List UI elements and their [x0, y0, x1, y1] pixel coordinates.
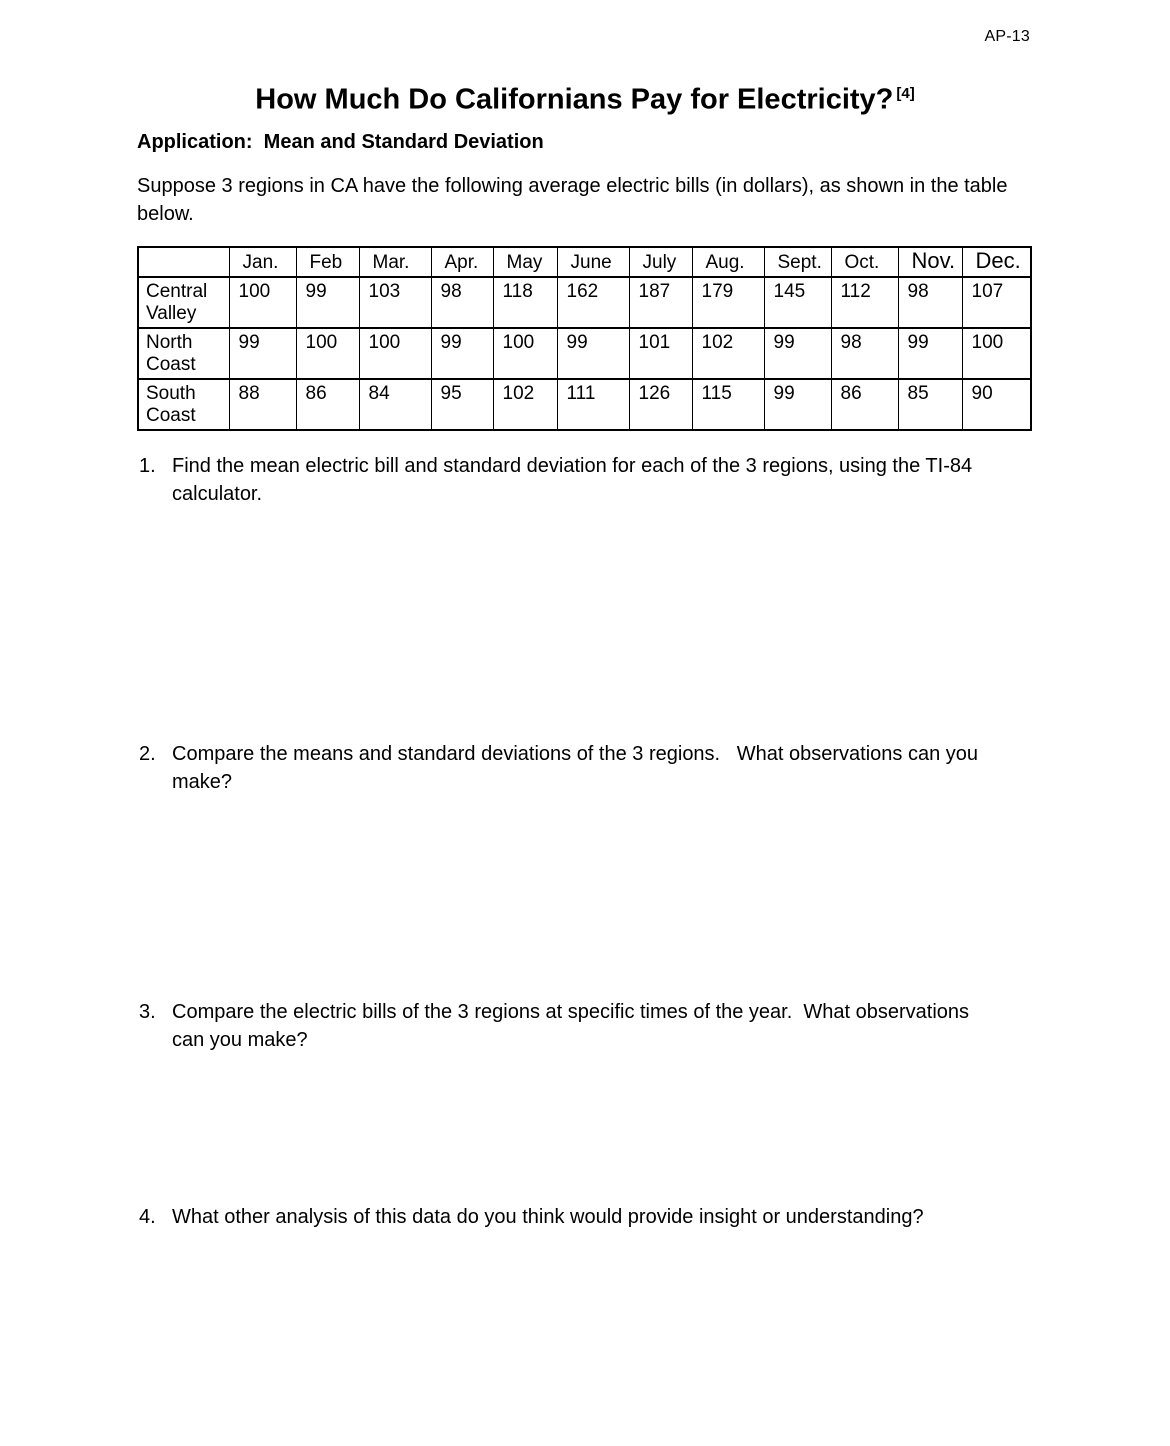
bill-value: 99: [431, 328, 493, 379]
bill-value: 99: [229, 328, 296, 379]
month-header: July: [629, 247, 692, 277]
table-corner-cell: [138, 247, 229, 277]
month-header: Apr.: [431, 247, 493, 277]
page-title: [0, 78, 1170, 116]
month-header: Jan.: [229, 247, 296, 277]
bill-value: 88: [229, 379, 296, 430]
month-header: May: [493, 247, 557, 277]
bill-value: 100: [962, 328, 1031, 379]
question-2: [139, 740, 1032, 796]
bill-value: 100: [359, 328, 431, 379]
bill-value: 90: [962, 379, 1031, 430]
bill-value: 100: [493, 328, 557, 379]
bill-value: 100: [229, 277, 296, 328]
bill-value: 99: [898, 328, 962, 379]
bill-value: 126: [629, 379, 692, 430]
question-number: 3.: [139, 1001, 156, 1023]
question-number: 4.: [139, 1206, 156, 1228]
bill-value: 187: [629, 277, 692, 328]
bill-value: 85: [898, 379, 962, 430]
bill-value: 99: [557, 328, 629, 379]
bill-value: 179: [692, 277, 764, 328]
bill-value: 102: [692, 328, 764, 379]
electric-bills-table: [137, 246, 1032, 431]
table-row-north-coast: [138, 328, 1031, 379]
table-header-row: [138, 247, 1031, 277]
region-label: South Coast: [138, 379, 229, 430]
bill-value: 145: [764, 277, 831, 328]
month-header: Dec.: [962, 247, 1031, 277]
citation-marker: [4]: [896, 85, 915, 102]
question-1: [139, 452, 1042, 508]
question-4: [139, 1203, 992, 1231]
month-header: June: [557, 247, 629, 277]
region-label: Central Valley: [138, 277, 229, 328]
bill-value: 86: [831, 379, 898, 430]
bill-value: 118: [493, 277, 557, 328]
bill-value: 112: [831, 277, 898, 328]
bill-value: 115: [692, 379, 764, 430]
table-row-central-valley: [138, 277, 1031, 328]
month-header: Nov.: [898, 247, 962, 277]
bill-value: 107: [962, 277, 1031, 328]
table-row-south-coast: [138, 379, 1031, 430]
bill-value: 99: [296, 277, 359, 328]
question-text: What other analysis of this data do you think would provide insight or understanding?: [172, 1206, 924, 1228]
bill-value: 103: [359, 277, 431, 328]
bill-value: 99: [764, 379, 831, 430]
bill-value: 100: [296, 328, 359, 379]
question-text: Compare the means and standard deviations of the 3 regions. What observations can you make?: [172, 743, 984, 793]
bill-value: 98: [898, 277, 962, 328]
question-text: Find the mean electric bill and standard deviation for each of the 3 regions, using the TI-84 calculator.: [172, 455, 978, 505]
question-number: 2.: [139, 743, 156, 765]
page-code: AP-13: [984, 28, 1030, 45]
intro-paragraph: Suppose 3 regions in CA have the following average electric bills (in dollars), as shown in the table below.: [137, 175, 1014, 225]
month-header: Feb: [296, 247, 359, 277]
bill-value: 101: [629, 328, 692, 379]
month-header: Mar.: [359, 247, 431, 277]
question-text: Compare the electric bills of the 3 regions at specific times of the year. What observations can you make?: [172, 1001, 975, 1051]
bill-value: 99: [764, 328, 831, 379]
bill-value: 84: [359, 379, 431, 430]
question-number: 1.: [139, 455, 156, 477]
bill-value: 86: [296, 379, 359, 430]
month-header: Oct.: [831, 247, 898, 277]
bill-value: 98: [431, 277, 493, 328]
page-title-text: How Much Do Californians Pay for Electricity?: [255, 83, 894, 116]
bill-value: 162: [557, 277, 629, 328]
question-3: [139, 998, 975, 1054]
bill-value: 111: [557, 379, 629, 430]
bill-value: 95: [431, 379, 493, 430]
bill-value: 102: [493, 379, 557, 430]
bill-value: 98: [831, 328, 898, 379]
region-label: North Coast: [138, 328, 229, 379]
month-header: Sept.: [764, 247, 831, 277]
application-heading: Application: Mean and Standard Deviation: [137, 131, 544, 153]
month-header: Aug.: [692, 247, 764, 277]
